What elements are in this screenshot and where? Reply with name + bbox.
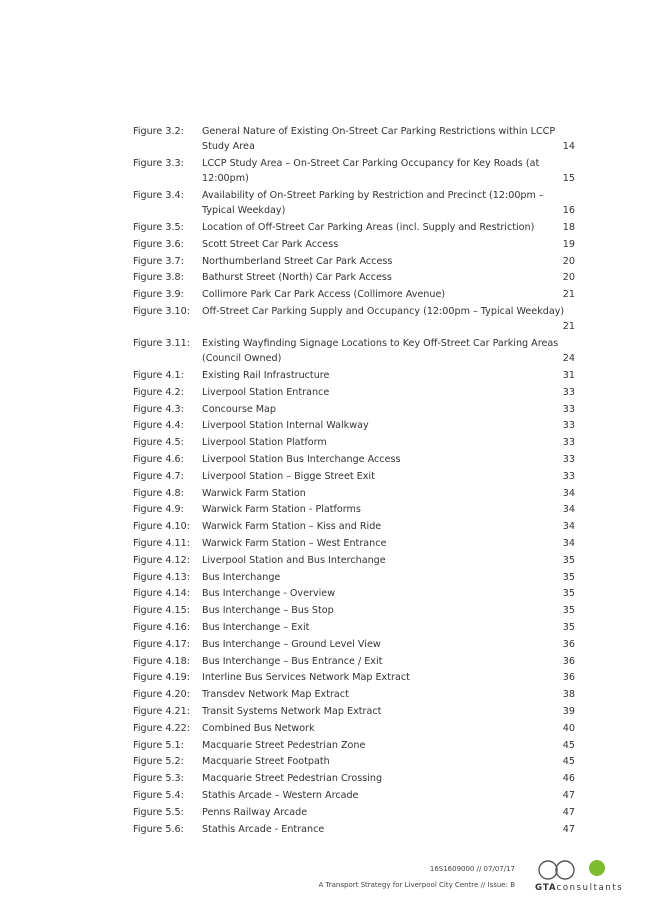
figure-page-number: 33: [562, 437, 575, 449]
figure-entry[interactable]: [133, 452, 577, 467]
figure-entry[interactable]: [133, 304, 577, 334]
figure-number: Figure 4.1:: [133, 369, 184, 381]
figure-number: Figure 4.22:: [133, 722, 190, 734]
figure-entry[interactable]: [133, 822, 577, 837]
figure-entry[interactable]: [133, 620, 577, 635]
figure-number: Figure 5.1:: [133, 739, 184, 751]
figure-entry[interactable]: [133, 435, 577, 450]
figure-number: Figure 3.3:: [133, 158, 184, 169]
figure-number: Figure 4.17:: [133, 638, 190, 650]
figure-page-number: 15: [562, 173, 575, 185]
figure-title: Liverpool Station Entrance: [202, 386, 330, 398]
figure-page-number: 14: [562, 141, 575, 153]
figure-page-number: 33: [562, 420, 575, 432]
logo-wordmark-bold: GTA: [535, 883, 557, 893]
figure-number: Figure 4.3:: [133, 403, 184, 415]
figure-title: Stathis Arcade - Entrance: [202, 823, 325, 835]
figure-number: Figure 4.7:: [133, 470, 184, 482]
figure-title: Bus Interchange: [202, 571, 281, 583]
figure-page-number: 36: [562, 638, 575, 650]
figure-number: Figure 4.10:: [133, 521, 190, 533]
figure-title: Macquarie Street Footpath: [202, 756, 330, 768]
figure-page-number: 16: [562, 205, 575, 217]
figure-page-number: 33: [562, 453, 575, 465]
figure-page-number: 34: [562, 521, 575, 533]
figure-number: Figure 3.6:: [133, 238, 184, 250]
figure-number: Figure 3.9:: [133, 289, 184, 301]
figure-page-number: 35: [562, 554, 575, 566]
figure-title: Transdev Network Map Extract: [202, 689, 349, 701]
figure-title: Northumberland Street Car Park Access: [202, 255, 393, 267]
figure-title: Warwick Farm Station: [202, 487, 306, 499]
figure-entry[interactable]: [133, 469, 577, 484]
figure-page-number: 21: [562, 321, 575, 333]
figure-page-number: 45: [562, 739, 575, 751]
figure-entry[interactable]: [133, 536, 577, 551]
figure-title: Concourse Map: [202, 403, 277, 415]
figure-number: Figure 4.11:: [133, 537, 190, 549]
figure-title: Warwick Farm Station – Kiss and Ride: [202, 521, 382, 533]
figure-number: Figure 3.10:: [133, 305, 190, 317]
figure-title: Warwick Farm Station – West Entrance: [202, 537, 387, 549]
figure-entry[interactable]: [133, 805, 577, 820]
figure-entry[interactable]: [133, 220, 577, 235]
figure-entry[interactable]: [133, 771, 577, 786]
figure-title: Bus Interchange – Exit: [202, 621, 310, 633]
figure-page-number: 40: [562, 722, 575, 734]
figure-page-number: 31: [562, 369, 575, 381]
figure-title: Liverpool Station Internal Walkway: [202, 420, 369, 432]
figure-page-number: 19: [562, 238, 575, 250]
figure-entry[interactable]: [133, 124, 577, 154]
figure-number: Figure 4.12:: [133, 554, 190, 566]
figure-page-number: 38: [562, 689, 575, 701]
figure-number: Figure 4.4:: [133, 420, 184, 432]
figure-number: Figure 3.11:: [133, 337, 190, 349]
figure-number: Figure 4.18:: [133, 655, 190, 667]
figure-entry[interactable]: [133, 654, 577, 669]
logo-circles-icon: [535, 857, 620, 883]
list-of-figures: [133, 124, 577, 838]
figure-title: Macquarie Street Pedestrian Crossing: [202, 773, 383, 785]
figure-number: Figure 3.5:: [133, 222, 184, 233]
figure-title: Liverpool Station – Bigge Street Exit: [202, 470, 375, 482]
figure-title: Bus Interchange - Overview: [202, 588, 336, 600]
figure-entry[interactable]: [133, 156, 577, 186]
figure-title: Liverpool Station and Bus Interchange: [202, 554, 386, 566]
figure-page-number: 46: [562, 773, 575, 785]
figure-number: Figure 5.4:: [133, 789, 184, 801]
figure-number: Figure 3.7:: [133, 255, 184, 267]
logo-wordmark-rest: consultants: [556, 883, 624, 893]
figure-entry[interactable]: [133, 418, 577, 433]
figure-number: Figure 4.21:: [133, 705, 190, 717]
figure-entry[interactable]: [133, 687, 577, 702]
figure-number: Figure 3.4:: [133, 190, 184, 201]
figure-title: Bus Interchange – Ground Level View: [202, 638, 381, 650]
figure-number: Figure 4.9:: [133, 504, 184, 516]
figure-title: Off-Street Car Parking Supply and Occupancy (12:00pm – Typical Weekday): [202, 305, 565, 317]
figure-entry[interactable]: [133, 188, 577, 218]
figure-entry[interactable]: [133, 287, 577, 302]
figure-number: Figure 4.14:: [133, 588, 190, 600]
figure-number: Figure 4.20:: [133, 689, 190, 701]
figure-page-number: 47: [562, 806, 575, 818]
figure-page-number: 20: [562, 272, 575, 284]
figure-number: Figure 4.8:: [133, 487, 184, 499]
figure-title: Bus Interchange – Bus Stop: [202, 605, 334, 617]
figure-entry[interactable]: [133, 704, 577, 719]
figure-title: LCCP Study Area – On-Street Car Parking Occupancy for Key Roads (at 12:00pm): [202, 158, 540, 185]
figure-title: Transit Systems Network Map Extract: [202, 705, 382, 717]
figure-page-number: 35: [562, 605, 575, 617]
figure-page-number: 36: [562, 672, 575, 684]
figure-entry[interactable]: [133, 519, 577, 534]
figure-number: Figure 3.8:: [133, 272, 184, 284]
logo-circle-outline-2: [556, 861, 574, 879]
figure-title: Collimore Park Car Park Access (Collimore Avenue): [202, 289, 446, 301]
figure-page-number: 39: [562, 705, 575, 717]
figure-title: Existing Rail Infrastructure: [202, 369, 330, 381]
figure-title: Existing Wayfinding Signage Locations to Key Off-Street Car Parking Areas (Council Owned): [202, 337, 559, 365]
figure-page-number: 35: [562, 588, 575, 600]
figure-entry[interactable]: [133, 402, 577, 417]
figure-title: Location of Off-Street Car Parking Areas (incl. Supply and Restriction): [202, 222, 535, 233]
figure-title: Macquarie Street Pedestrian Zone: [202, 739, 366, 751]
figure-entry[interactable]: [133, 603, 577, 618]
figure-title: Bus Interchange – Bus Entrance / Exit: [202, 655, 383, 667]
figure-entry[interactable]: [133, 637, 577, 652]
figure-number: Figure 5.2:: [133, 756, 184, 768]
figure-entry[interactable]: [133, 586, 577, 601]
figure-title: Liverpool Station Platform: [202, 437, 327, 449]
figure-page-number: 18: [562, 222, 575, 233]
figure-entry[interactable]: [133, 254, 577, 269]
figure-page-number: 45: [562, 756, 575, 768]
figure-page-number: 20: [562, 255, 575, 267]
figure-entry[interactable]: [133, 754, 577, 769]
logo-wordmark: [535, 883, 623, 893]
figure-title: Penns Railway Arcade: [202, 806, 308, 818]
figure-title: Interline Bus Services Network Map Extract: [202, 672, 410, 684]
figure-title: Scott Street Car Park Access: [202, 238, 339, 250]
figure-page-number: 34: [562, 537, 575, 549]
figure-entry[interactable]: [133, 570, 577, 585]
figure-entry[interactable]: [133, 368, 577, 383]
figure-title: Availability of On-Street Parking by Restriction and Precinct (12:00pm – Typical Weekday): [202, 190, 544, 217]
figure-page-number: 47: [562, 789, 575, 801]
figure-number: Figure 4.13:: [133, 571, 190, 583]
figure-page-number: 24: [562, 353, 575, 365]
figure-title: Combined Bus Network: [202, 722, 315, 734]
figure-entry[interactable]: [133, 553, 577, 568]
figure-page-number: 34: [562, 487, 575, 499]
document-title: A Transport Strategy for Liverpool City Centre // Issue: B: [318, 881, 515, 889]
figure-page-number: 33: [562, 470, 575, 482]
figure-title: Bathurst Street (North) Car Park Access: [202, 272, 392, 284]
figure-number: Figure 4.16:: [133, 621, 190, 633]
figure-number: Figure 4.15:: [133, 605, 190, 617]
figure-page-number: 34: [562, 504, 575, 516]
figure-page-number: 33: [562, 386, 575, 398]
figure-entry[interactable]: [133, 788, 577, 803]
figure-number: Figure 5.5:: [133, 806, 184, 818]
figure-page-number: 35: [562, 571, 575, 583]
figure-title: Liverpool Station Bus Interchange Access: [202, 453, 401, 465]
figure-entry[interactable]: [133, 502, 577, 517]
logo-circle-filled: [589, 860, 605, 876]
figure-number: Figure 4.6:: [133, 453, 184, 465]
figure-page-number: 21: [562, 289, 575, 301]
figure-entry[interactable]: [133, 721, 577, 736]
figure-entry[interactable]: [133, 385, 577, 400]
figure-number: Figure 4.5:: [133, 437, 184, 449]
figure-entry[interactable]: [133, 670, 577, 685]
page-footer: [318, 861, 515, 893]
figure-number: Figure 5.6:: [133, 823, 184, 835]
logo-circle-outline-1: [539, 861, 557, 879]
figure-page-number: 33: [562, 403, 575, 415]
figure-entry[interactable]: [133, 486, 577, 501]
figure-page-number: 36: [562, 655, 575, 667]
figure-entry[interactable]: [133, 336, 577, 366]
figure-number: Figure 4.19:: [133, 672, 190, 684]
figure-title: Stathis Arcade – Western Arcade: [202, 789, 359, 801]
figure-number: Figure 5.3:: [133, 773, 184, 785]
figure-page-number: 47: [562, 823, 575, 835]
figure-page-number: 35: [562, 621, 575, 633]
document-reference: 16S1609000 // 07/07/17: [429, 865, 515, 873]
figure-entry[interactable]: [133, 270, 577, 285]
figure-number: Figure 3.2:: [133, 126, 184, 137]
figure-entry[interactable]: [133, 237, 577, 252]
figure-number: Figure 4.2:: [133, 386, 184, 398]
figure-title: General Nature of Existing On-Street Car Parking Restrictions within LCCP Study Area: [202, 126, 556, 153]
figure-title: Warwick Farm Station - Platforms: [202, 504, 361, 516]
figure-entry[interactable]: [133, 738, 577, 753]
